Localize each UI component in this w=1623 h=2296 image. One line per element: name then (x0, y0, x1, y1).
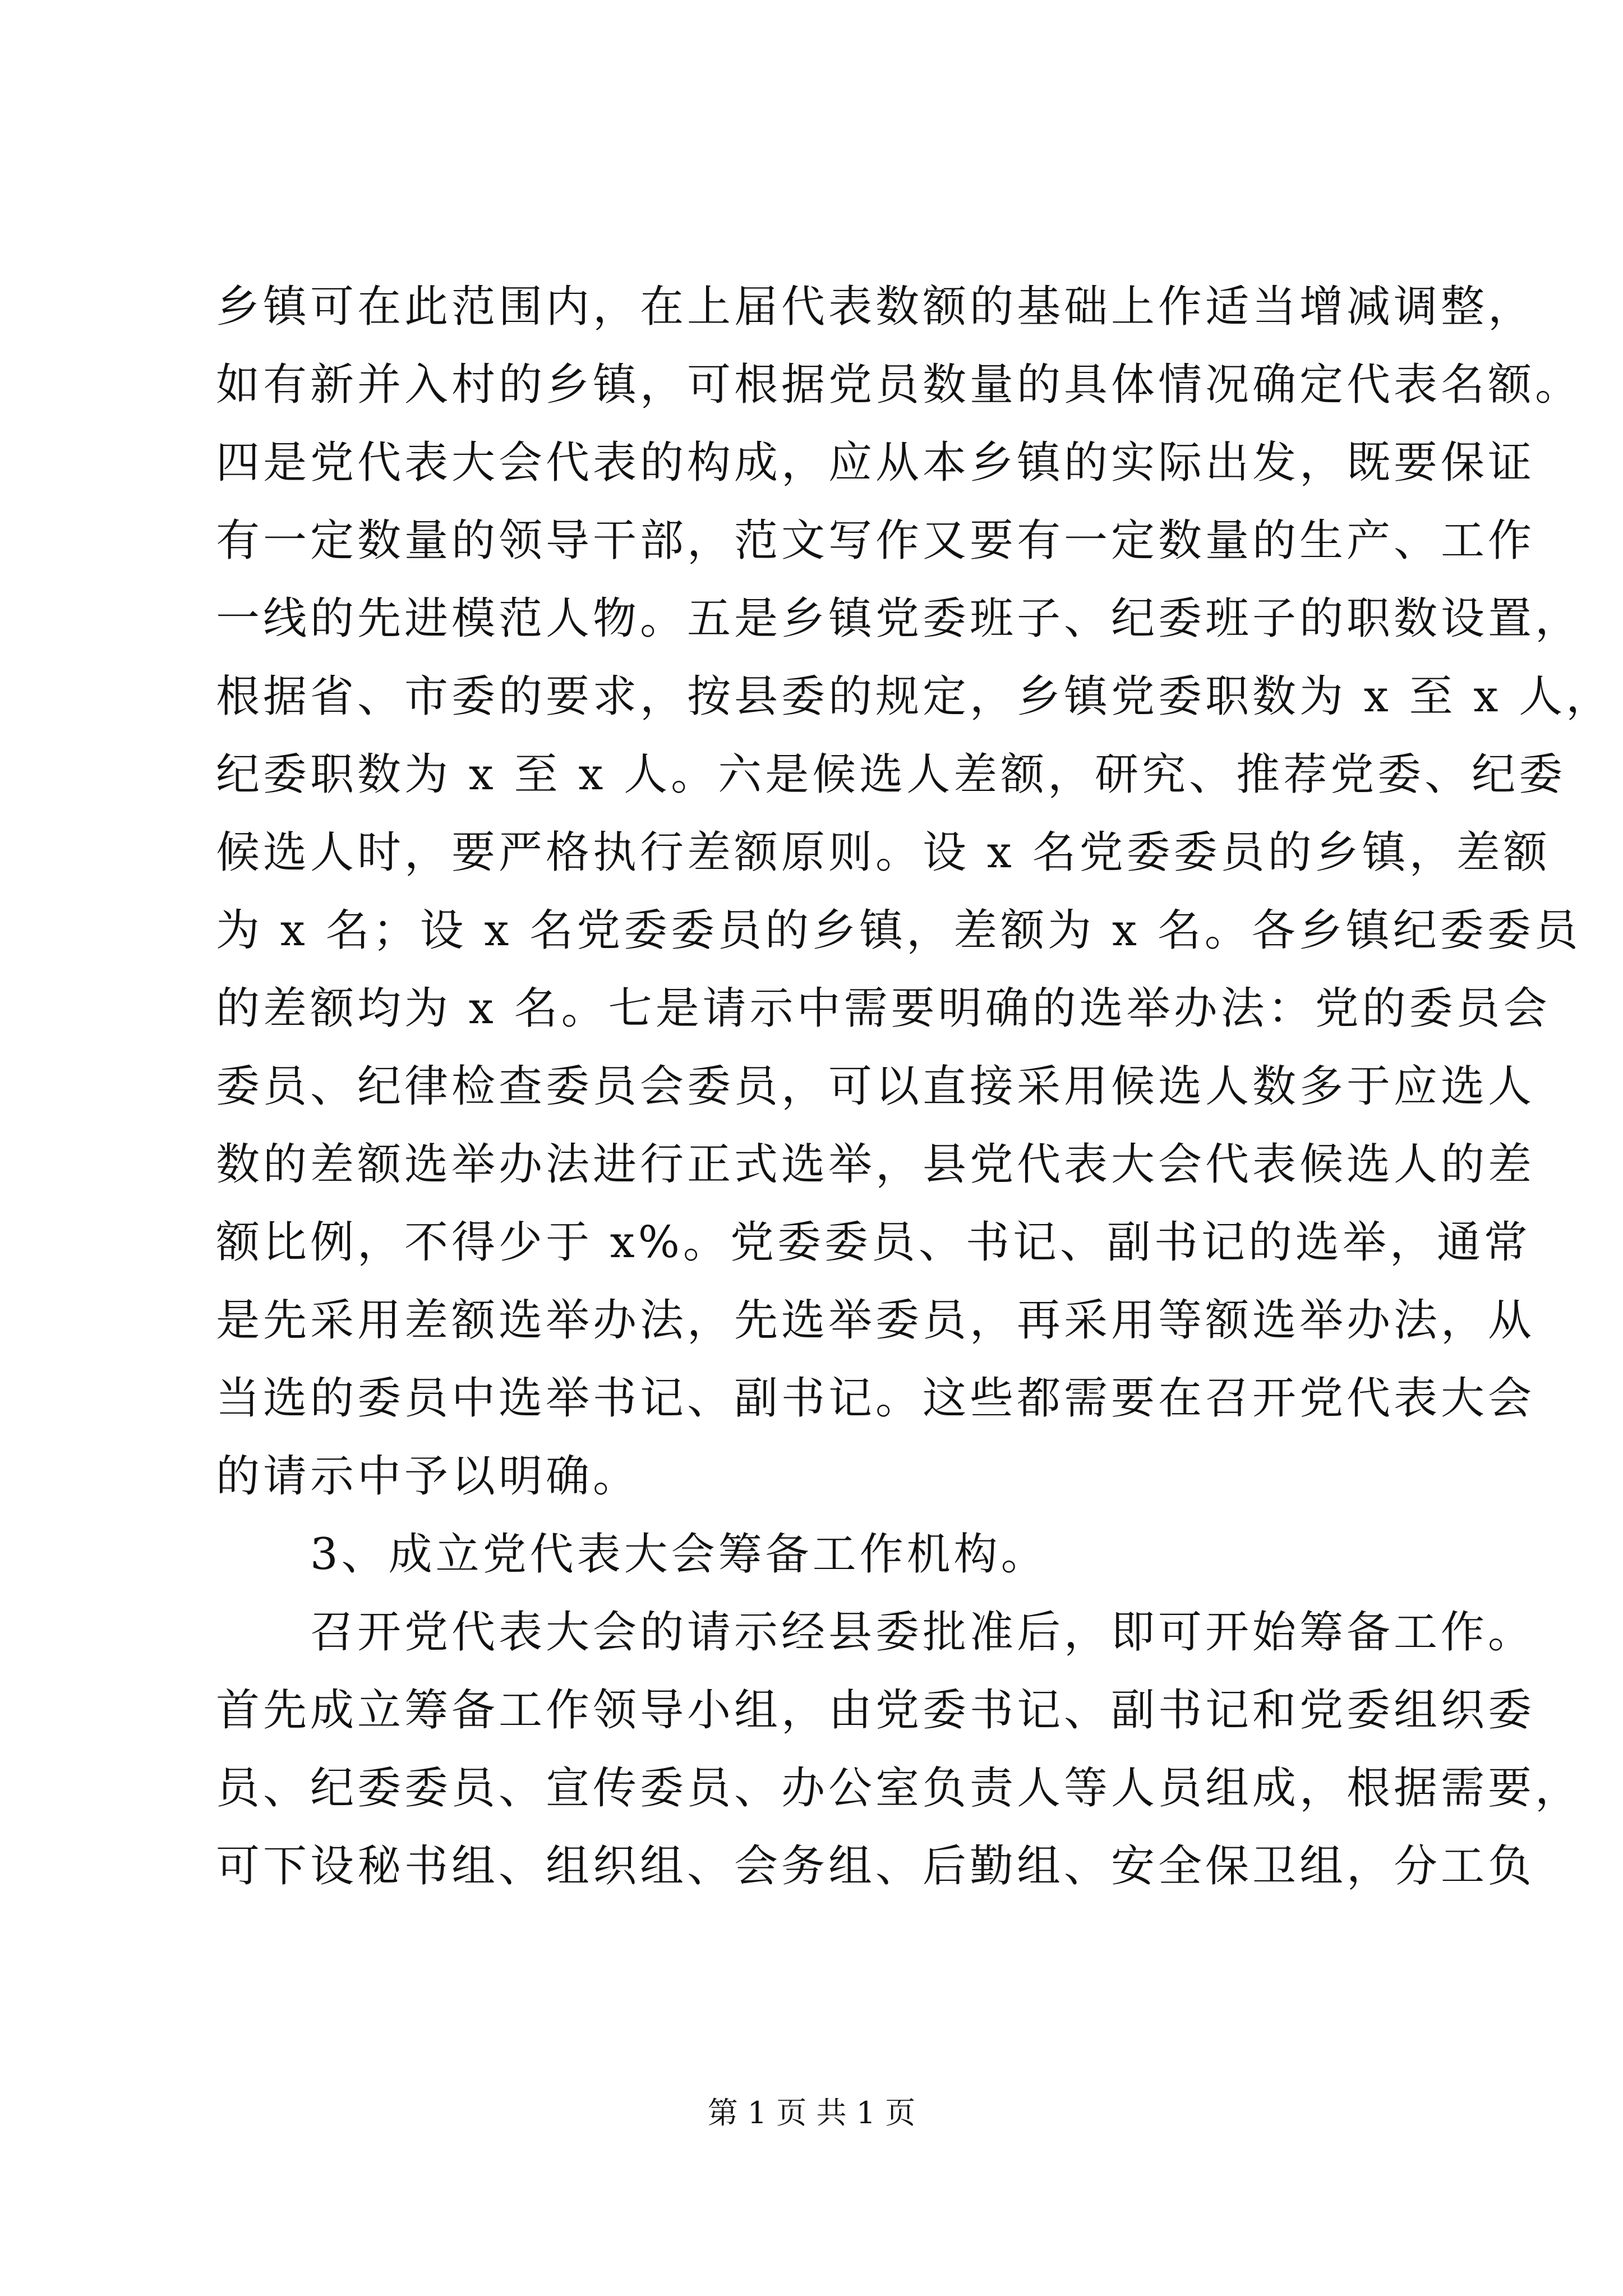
text-line: 的请示中予以明确。 (216, 1451, 640, 1502)
text-line: 可下设秘书组、组织组、会务组、后勤组、安全保卫组，分工负 (216, 1841, 1536, 1892)
text-line: 四是党代表大会代表的构成，应从本乡镇的实际出发，既要保证 (216, 438, 1536, 488)
text-line: 是先采用差额选举办法，先选举委员，再采用等额选举办法，从 (216, 1295, 1536, 1346)
text-line: 如有新并入村的乡镇，可根据党员数量的具体情况确定代表名额。 (216, 360, 1583, 410)
text-line: 首先成立筹备工作领导小组，由党委书记、副书记和党委组织委 (216, 1685, 1536, 1736)
text-line: 召开党代表大会的请示经县委批准后，即可开始筹备工作。 (216, 1607, 1536, 1658)
text-line: 员、纪委委员、宣传委员、办公室负责人等人员组成，根据需要， (216, 1763, 1583, 1814)
text-line: 为 x 名；设 x 名党委委员的乡镇，差额为 x 名。各乡镇纪委委员 (216, 905, 1581, 956)
text-line: 候选人时，要严格执行差额原则。设 x 名党委委员的乡镇，差额 (216, 827, 1551, 878)
text-line: 根据省、市委的要求，按县委的规定，乡镇党委职数为 x 至 x 人， (216, 671, 1613, 722)
text-line: 一线的先进模范人物。五是乡镇党委班子、纪委班子的职数设置， (216, 593, 1583, 644)
text-line: 额比例，不得少于 x%。党委委员、书记、副书记的选举，通常 (216, 1217, 1531, 1268)
section-heading: 3、成立党代表大会筹备工作机构。 (216, 1529, 1048, 1580)
text-line: 有一定数量的领导干部，范文写作又要有一定数量的生产、工作 (216, 516, 1536, 566)
text-line: 当选的委员中选举书记、副书记。这些都需要在召开党代表大会 (216, 1373, 1536, 1424)
text-line: 数的差额选举办法进行正式选举，县党代表大会代表候选人的差 (216, 1139, 1536, 1190)
text-line: 的差额均为 x 名。七是请示中需要明确的选举办法：党的委员会 (216, 983, 1551, 1034)
text-line: 纪委职数为 x 至 x 人。六是候选人差额，研究、推荐党委、纪委 (216, 749, 1566, 800)
text-line: 乡镇可在此范围内，在上届代表数额的基础上作适当增减调整， (216, 282, 1536, 332)
page-number-footer: 第 1 页 共 1 页 (707, 2095, 916, 2131)
text-line: 委员、纪律检查委员会委员，可以直接采用候选人数多于应选人 (216, 1061, 1536, 1112)
